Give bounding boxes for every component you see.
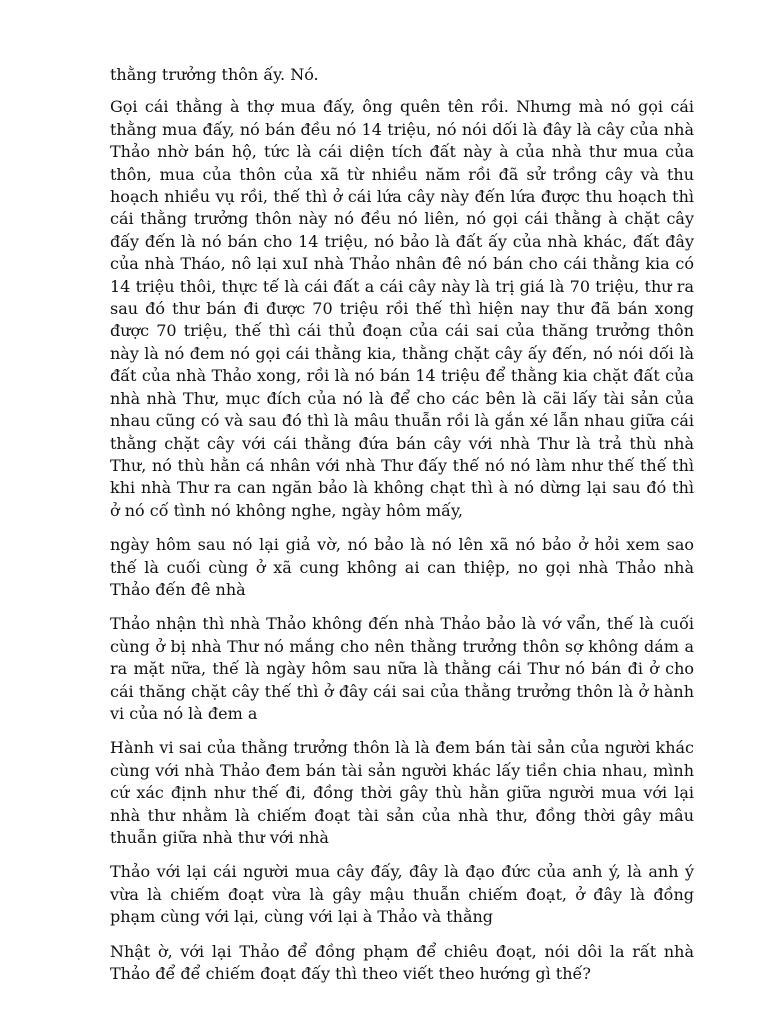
paragraph-4: Thảo nhận thì nhà Thảo không đến nhà Thảo bảo là vớ vẩn, thế là cuối cùng ở bị nhà Thư nó mắng cho nên thằng trưởng thôn sợ không dám a ra mặt nữa, thế là ngày hôm sau nữa là thằng cái Thư nó bán đi ở cho cái thăng chặt cây thế thì ở đây cái sai của thằng trưởng thôn là ở hành vi của nó là đem a [110,614,694,723]
paragraph-1: thằng trưởng thôn ấy. Nó. [110,65,319,84]
document-page [110,64,694,997]
paragraph-2: Gọi cái thằng à thợ mua đấy, ông quên tên rồi. Nhưng mà nó gọi cái thằng mua đấy, nó bán đều nó 14 triệu, nó nói dối là đây là cây của nhà Thảo nhờ bán hộ, tức là cái diện tích đất này à của nhà thư mua của thôn, mua của thôn của xã từ nhiều năm rồi đã sử trồng cây và thu hoạch nhiều vụ rồi, thế thì ở cái lứa cây này đến lứa được thu hoạch thì cái thằng trưởng thôn này nó đều nó liên, nó gọi cái thằng à chặt cây đấy đến là nó bán cho 14 triệu, nó bảo là đất ấy của nhà khác, đất đây của nhà Tháo, nô lại xuI nhà Thảo nhân đê nó bán cho cái thằng kia có 14 triệu thôi, thực tế là cái đất a cái cây này là trị giá là 70 triệu, thư ra sau đó thư bán đi được 70 triệu rồi thế thì hiện nay thư đã bán xong được 70 triệu, thế thì cái thủ đoạn của cái sai của thăng trưởng thôn này là nó đem nó gọi cái thằng kia, thằng chặt cây ấy đến, nó nói dối là đất của nhà Thảo xong, rồi là nó bán 14 triệu để thằng kia chặt đất của nhà nhà Thư, mục đích của nó là để cho các bên là cãi lấy tài sản của nhau cũng có và sau đó thì là mâu thuẫn rồi là gắn xé lẫn nhau giữa cái thằng chặt cây với cái thằng đứa bán cây với nhà Thư là trả thù nhà Thư, nó thù hằn cá nhân với nhà Thư đấy thế nó nó làm như thế thế thì khi nhà Thư ra can ngăn bảo là không chạt thì à nó dừng lại sau đó thì ở nó cố tình nó không nghe, ngày hôm mấy, [110,97,694,520]
paragraph-6: Thảo với lại cái người mua cây đấy, đây là đạo đức của anh ý, là anh ý vừa là chiếm đoạt vừa là gây mậu thuẫn chiếm đoạt, ở đây là đồng phạm cùng với lại, cùng với lại à Thảo và thằng [110,862,694,927]
paragraph-3: ngày hôm sau nó lại giả vờ, nó bảo là nó lên xã nó bảo ở hỏi xem sao thế là cuối cùng ở xã cung không ai can thiệp, no gọi nhà Thảo nhà Thảo đến đê nhà [110,535,694,599]
paragraph-7: Nhật ờ, với lại Thảo để đồng phạm để chiêu đoạt, nói dôi la rất nhà Thảo để để chiếm đoạt đấy thì theo viết theo hướng gì thế? [110,941,694,984]
paragraph-5: Hành vi sai của thằng trưởng thôn là là đem bán tài sản của người khác cùng với nhà Thảo đem bán tài sản người khác lấy tiền chia nhau, mình cứ xác định như thế đi, đồng thời gây thù hằn giữa người mua với lại nhà thư nhằm là chiếm đoạt tài sản của nhà thư, đồng thời gây mâu thuẫn giữa nhà thư với nhà [110,738,694,847]
